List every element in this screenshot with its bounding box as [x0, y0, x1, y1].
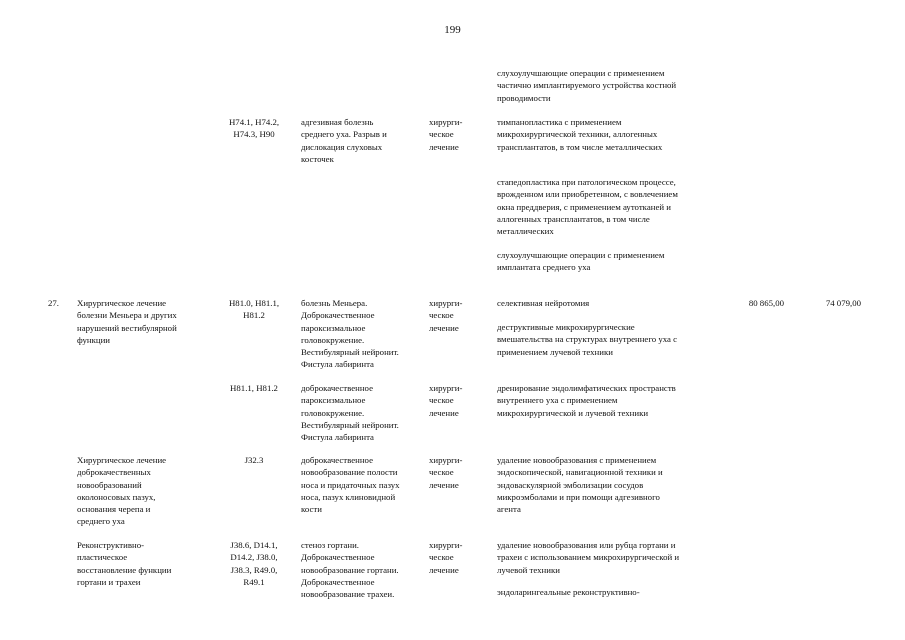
- patient-model: болезнь Меньера. Доброкачественное пароксизмальное головокружение. Вестибулярный нейронит. Фистула лабиринта: [301, 298, 399, 370]
- method-text: удаление новообразования с применением эндоскопической, навигационной техники и эндоваскулярной эмболизации сосудов микроэмболами и при помощи адгезивного агента: [497, 455, 663, 515]
- diagnosis-codes: J32.3: [244, 455, 264, 465]
- method-text: слухоулучшающие операции с применением имплантата среднего уха: [497, 250, 665, 273]
- treatment-type: хирурги- ческое лечение: [429, 383, 463, 418]
- diagnosis-codes: H81.1, H81.2: [230, 383, 278, 393]
- method-text: тимпанопластика с применением микрохирургической техники, аллогенных трансплантатов, в том числе металлических: [497, 117, 663, 152]
- treatment-type: хирурги- ческое лечение: [429, 117, 463, 152]
- treatment-type: хирурги- ческое лечение: [429, 540, 463, 575]
- care-type-name: Хирургическое лечение болезни Меньера и других нарушений вестибулярной функции: [77, 298, 177, 345]
- method-text: стапедопластика при патологическом процессе, врожденном или приобретенном, с вовлечением окна преддверия, с применением аутотканей и аллогенных трансплантатов, в том числе металлических: [497, 177, 678, 237]
- treatment-type: хирурги- ческое лечение: [429, 298, 463, 333]
- patient-model: доброкачественное пароксизмальное головокружение. Вестибулярный нейронит. Фистула лабиринта: [301, 383, 399, 443]
- cost-value: 80 865,00: [748, 298, 784, 308]
- method-text: дренирование эндолимфатических пространств внутреннего уха с применением микрохирургической и лучевой техники: [497, 383, 676, 418]
- patient-model: доброкачественное новообразование полости носа и придаточных пазух носа, пазух клиновидной кости: [301, 455, 400, 515]
- method-text: слухоулучшающие операции с применением частично имплантируемого устройства костной проводимости: [497, 68, 677, 103]
- patient-model: адгезивная болезнь среднего уха. Разрыв и дислокация слуховых косточек: [301, 117, 387, 164]
- method-text: селективная нейротомия: [497, 298, 590, 308]
- diagnosis-codes: H81.0, H81.1, H81.2: [228, 298, 280, 321]
- care-type-name: Хирургическое лечение доброкачественных новообразований околоносовых пазух, основания черепа и среднего уха: [77, 455, 167, 527]
- treatment-type: хирурги- ческое лечение: [429, 455, 463, 490]
- method-text: удаление новообразования или рубца гортани и трахеи с использованием микрохирургической и лучевой техники: [497, 540, 680, 575]
- page-number: 199: [444, 24, 461, 36]
- patient-model: стеноз гортани. Доброкачественное новообразование гортани. Доброкачественное новообразование трахеи.: [301, 540, 399, 600]
- diagnosis-codes: J38.6, D14.1, D14.2, J38.0, J38.3, R49.0, R49.1: [230, 540, 278, 587]
- cost-value: 74 079,00: [825, 298, 861, 308]
- diagnosis-codes: H74.1, H74.2, H74.3, H90: [228, 117, 280, 140]
- care-type-name: Реконструктивно- пластическое восстановление функции гортани и трахеи: [77, 540, 172, 587]
- method-text: деструктивные микрохирургические вмешательства на структурах внутреннего уха с применением лучевой техники: [497, 322, 678, 357]
- row-number: 27.: [48, 298, 59, 308]
- method-text: эндоларингеальные реконструктивно-: [497, 587, 640, 597]
